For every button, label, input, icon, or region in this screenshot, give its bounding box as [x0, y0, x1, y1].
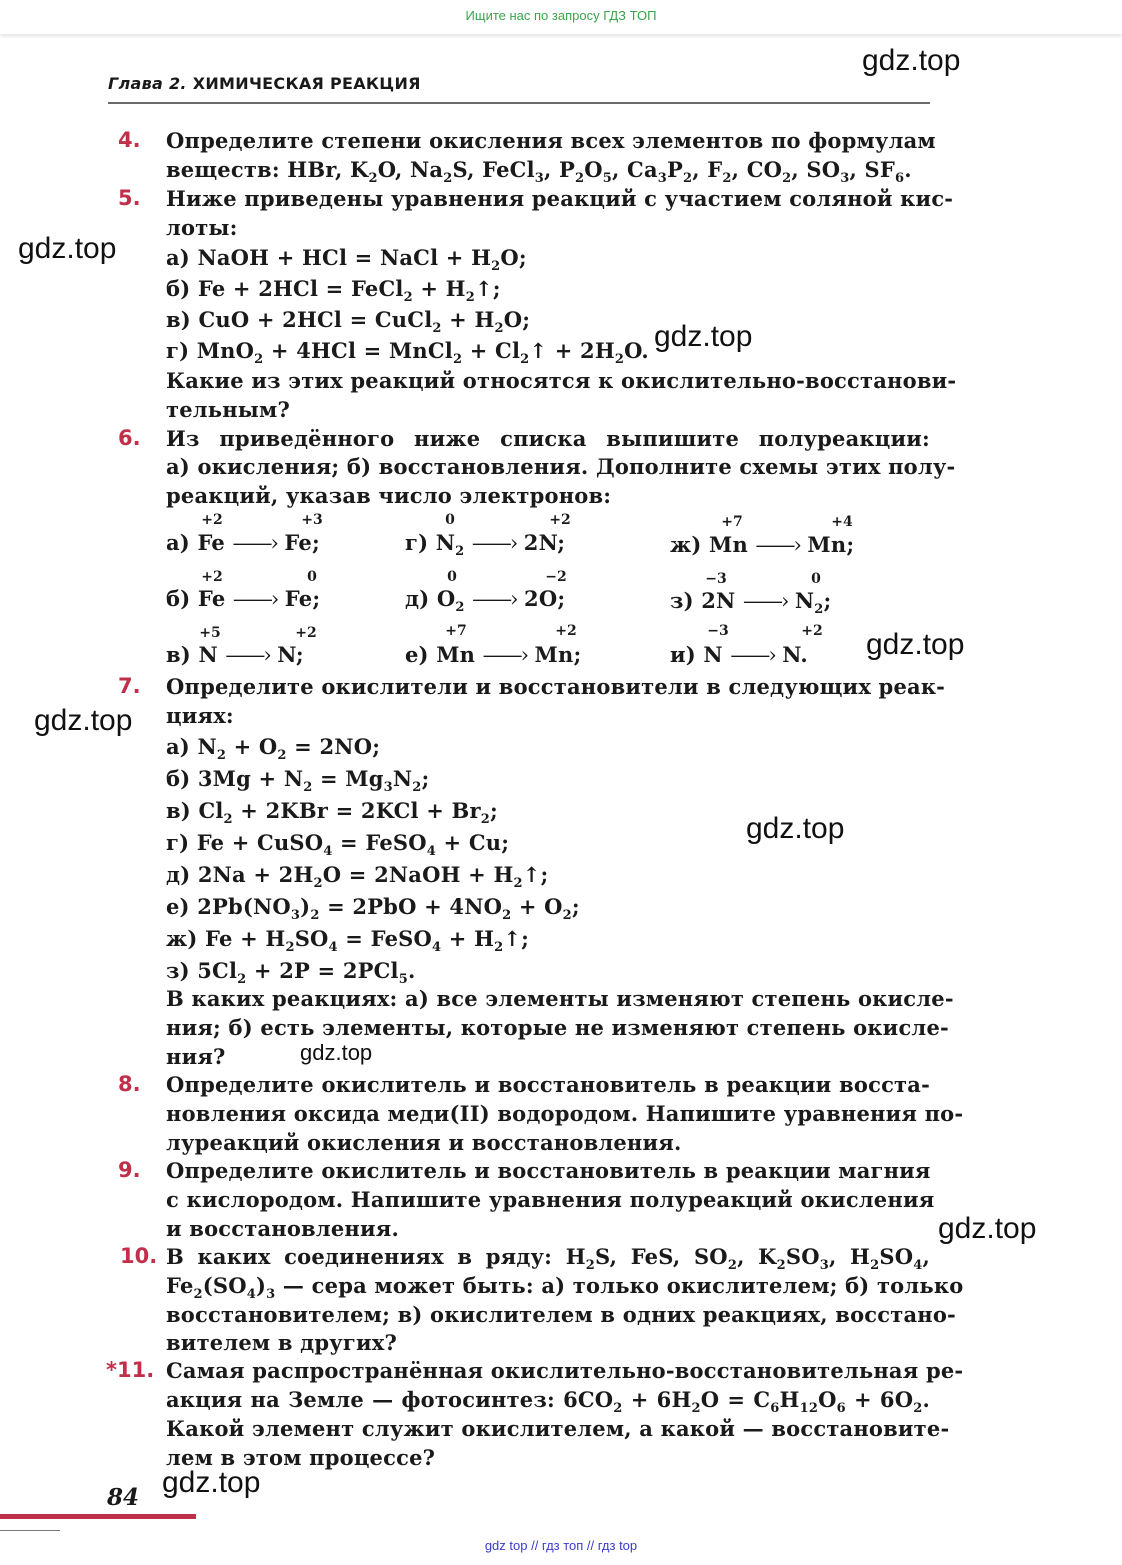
task-question: ния? — [166, 1044, 226, 1069]
task-number: 6. — [118, 426, 141, 450]
task-text: Определите окислитель и восстановитель в реакции магния — [166, 1158, 931, 1183]
equation: е) $2Pb(NO_3)_2 = 2PbO + 4NO_2 + O_2$; — [166, 894, 580, 923]
task-text: вителем в других? — [166, 1330, 397, 1355]
task-number: 5. — [118, 186, 141, 210]
oxidation-state: 0 — [447, 569, 457, 585]
page-number: 84 — [107, 1484, 140, 1511]
equation: г) MnO$_2$ + 4HCl = MnCl$_2$ + $Cl_2↑ + 2H_2O$. — [166, 338, 649, 367]
oxidation-state: +7 — [445, 623, 467, 639]
equation: б) Fe + 2HCl = FeCl$_2$ + $H_2↑$; — [166, 276, 501, 305]
half-reaction: д) $O_2$ ——› 2O; — [405, 586, 566, 615]
task-question: Какие из этих реакций относятся к окислительно-восстанови- — [166, 368, 957, 393]
equation: ж) $Fe + H_2SO_4$ = FeSO$_4$ + $H_2↑$; — [166, 926, 530, 955]
task-text: акция на Земле — фотосинтез: $6CO_2 + 6H_2O = C_6H_{12}O_6 + 6O_2$. — [166, 1387, 931, 1416]
equation: в) $Cl_2 + 2KBr = 2KCl + Br_2$; — [166, 798, 498, 827]
half-reaction: з) 2N ——› $N_2$; — [670, 588, 832, 617]
top-banner: Ищите нас по запросу ГДЗ ТОП — [0, 0, 1122, 34]
task-text: Определите окислители и восстановители в следующих реак- — [166, 674, 946, 699]
oxidation-state: +2 — [201, 512, 223, 528]
task-text: луреакций окисления и восстановления. — [166, 1130, 682, 1155]
equation: а) $N_2 + O_2 = 2NO$; — [166, 734, 381, 763]
task-number: 4. — [118, 128, 141, 152]
half-reaction: ж) Mn ——› Mn; — [670, 532, 855, 557]
task-text: $Fe_2(SO_4)_3$ — сера может быть: а) только окислителем; б) только — [166, 1273, 964, 1302]
oxidation-state: +7 — [721, 514, 743, 530]
watermark: gdz.top — [746, 812, 845, 845]
divider — [0, 1530, 60, 1531]
task-number: 10. — [120, 1244, 158, 1268]
oxidation-state: +2 — [201, 569, 223, 585]
task-question: ния; б) есть элементы, которые не изменяют степень окисле- — [166, 1015, 949, 1040]
oxidation-state: 0 — [307, 569, 317, 585]
oxidation-state: −3 — [705, 571, 727, 587]
task-number: 8. — [118, 1072, 141, 1096]
watermark: gdz.top — [18, 232, 117, 265]
half-reaction: г) $N_2$ ——› 2N; — [405, 530, 566, 559]
oxidation-state: +5 — [199, 625, 221, 641]
task-text: реакций, указав число электронов: — [166, 483, 612, 508]
task-text: а) окисления; б) восстановления. Дополните схемы этих полу- — [166, 454, 956, 479]
watermark: gdz.top — [862, 44, 961, 77]
task-text: и восстановления. — [166, 1216, 399, 1241]
task-number: 9. — [118, 1158, 141, 1182]
task-question: тельным? — [166, 397, 291, 422]
equation: а) NaOH + HCl = NaCl + $H_2O$; — [166, 245, 527, 274]
task-text: циях: — [166, 703, 234, 728]
watermark: gdz.top — [300, 1040, 373, 1065]
oxidation-state: +2 — [801, 623, 823, 639]
task-number: *11. — [106, 1358, 155, 1382]
oxidation-state: +3 — [301, 512, 323, 528]
equation: б) $3Mg + N_2 = Mg_3N_2$; — [166, 766, 430, 795]
task-text: восстановителем; в) окислителем в одних реакциях, восстано- — [166, 1302, 956, 1327]
footer-links: gdz top // гдз топ // гдз top — [484, 1538, 638, 1553]
half-reaction: е) Mn ——› Mn; — [405, 642, 582, 667]
task-text: Самая распространённая окислительно-восстановительная ре- — [166, 1358, 964, 1383]
task-text: новления оксида меди(II) водородом. Напишите уравнения по- — [166, 1101, 964, 1126]
half-reaction: и) N ——› N. — [670, 642, 808, 667]
page-accent-line — [0, 1514, 196, 1519]
task-text-part: — сера может быть: а) только окислителем; б) только — [275, 1273, 964, 1298]
oxidation-state: +2 — [549, 512, 571, 528]
task-text: с кислородом. Напишите уравнения полуреакций окисления — [166, 1187, 935, 1212]
chapter-title: ХИМИЧЕСКАЯ РЕАКЦИЯ — [192, 74, 421, 93]
oxidation-state: −3 — [707, 623, 729, 639]
task-text: Из приведённого ниже списка выпишите полуреакции: — [166, 426, 930, 451]
task-text: Определите окислитель и восстановитель в реакции восста- — [166, 1072, 930, 1097]
task-question: В каких реакциях: а) все элементы изменяют степень окисле- — [166, 986, 954, 1011]
equation: з) $5Cl_2 + 2P = 2PCl_5$. — [166, 958, 416, 987]
formula-line: веществ: HBr, $K_2O$, $Na_2S$, FeCl$_3$, $P_2O_5$, $Ca_3P_2$, $F_2$, $CO_2$, $SO_3$, $SF_6$. — [166, 157, 912, 186]
equation: д) $2Na + 2H_2O$ = 2NaOH + $H_2↑$; — [166, 862, 549, 891]
task-text: В каких соединениях в ряду: $H_2S$, FeS, $SO_2$, $K_2SO_3$, $H_2SO_4$, — [166, 1244, 930, 1273]
watermark: gdz.top — [162, 1466, 261, 1499]
oxidation-state: −2 — [545, 569, 567, 585]
oxidation-state: 0 — [811, 571, 821, 587]
chapter-number: Глава 2. — [108, 74, 187, 93]
task-text: лоты: — [166, 215, 238, 240]
oxidation-state: +2 — [295, 625, 317, 641]
task-number: 7. — [118, 674, 141, 698]
half-reaction: в) N ——› N; — [166, 642, 304, 667]
watermark: gdz.top — [866, 628, 965, 661]
task-text: лем в этом процессе? — [166, 1445, 436, 1470]
task-text: Какой элемент служит окислителем, а какой — восстановите- — [166, 1416, 950, 1441]
equation: в) CuO + 2HCl = CuCl$_2$ + $H_2O$; — [166, 307, 531, 336]
oxidation-state: +2 — [555, 623, 577, 639]
watermark: gdz.top — [34, 704, 133, 737]
half-reaction: б) Fe ——› Fe; — [166, 586, 321, 611]
half-reaction: а) Fe ——› Fe; — [166, 530, 320, 555]
chapter-header — [108, 74, 930, 104]
oxidation-state: 0 — [445, 512, 455, 528]
task-text: Ниже приведены уравнения реакций с участием соляной кис- — [166, 186, 954, 211]
equation: г) Fe + CuSO$_4$ = FeSO$_4$ + Cu; — [166, 830, 510, 859]
oxidation-state: +4 — [831, 514, 853, 530]
watermark: gdz.top — [654, 320, 753, 353]
task-text: Определите степени окисления всех элементов по формулам — [166, 128, 936, 153]
watermark: gdz.top — [938, 1212, 1037, 1245]
